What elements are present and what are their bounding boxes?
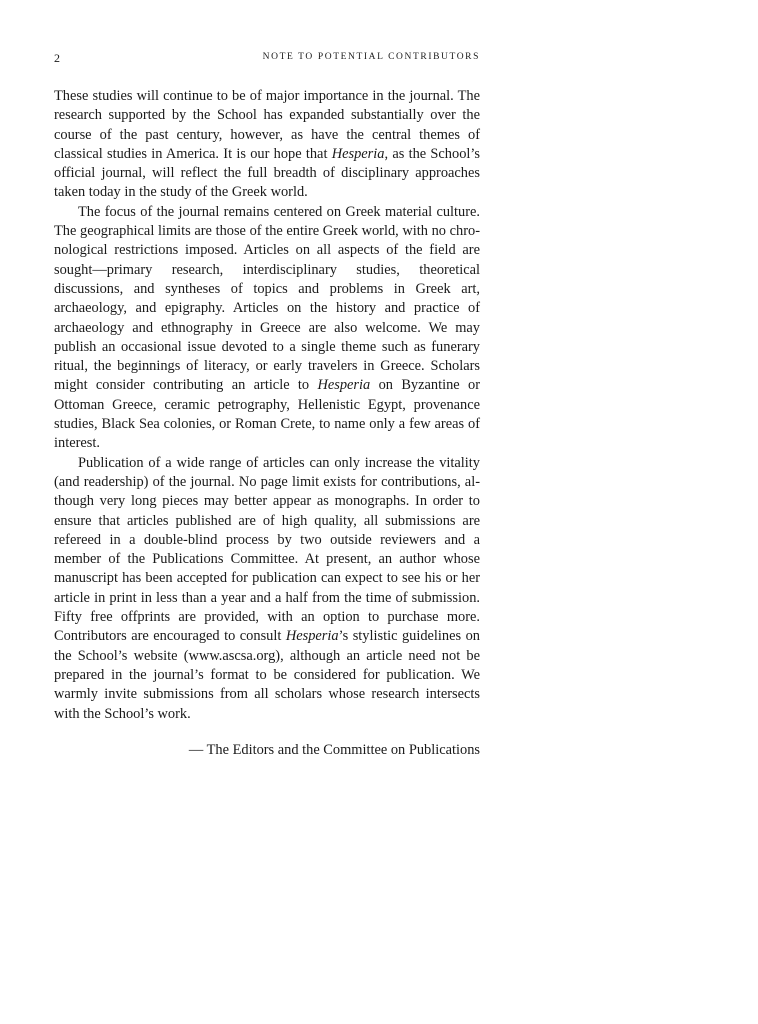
page-number: 2 <box>54 51 60 65</box>
journal-title-italic: Hesperia <box>317 377 371 394</box>
paragraph-2 <box>54 203 480 454</box>
text-run: The focus of the journal remains centered on Greek material culture. The geographical limits are those of the entire Greek world, with no chronological restrictions imposed. Articles on all aspects of the field are sought—primary research, interdisciplinary studies, theoretical discussions, and syntheses of topics and problems in Greek art, archaeology, and epigraphy. Articles on the history and practice of archaeology and ethnography in Greece are also welcome. We may publish an occasional issue devoted to a single theme such as funerary ritual, the beginnings of literacy, or early travelers in Greece. Scholars might consider contributing an article to <box>54 203 480 394</box>
journal-title-italic: Hesperia <box>285 628 339 645</box>
body-text <box>54 87 480 724</box>
running-head <box>54 48 480 68</box>
paragraph-1 <box>54 87 480 203</box>
text-run: , as the School’s official journal, will reflect the full breadth of disciplinary approaches taken today in the study of the Greek world. <box>54 145 480 201</box>
paragraph-3 <box>54 454 480 724</box>
document-page <box>54 48 480 760</box>
text-run: on Byzantine or Ottoman Greece, ceramic petrography, Hellenistic Egypt, provenance studies, Black Sea colonies, or Roman Crete, to name only a few areas of interest. <box>54 377 480 452</box>
text-run: These studies will continue to be of major importance in the journal. The research supported by the School has expanded substantially over the course of the past century, however, as have the central themes of classical studies in America. It is our hope that <box>54 88 480 162</box>
running-title: NOTE TO POTENTIAL CONTRIBUTORS <box>262 52 480 62</box>
signature: — The Editors and the Committee on Publications <box>188 741 480 758</box>
journal-title-italic: Hesperia <box>331 145 385 162</box>
text-run: Publication of a wide range of articles can only increase the vitality (and readership) of the journal. No page limit exists for contributions, although very long pieces may better appear as monographs. In order to ensure that articles published are of high quality, all submissions are refereed in a double-blind process by two outside reviewers and a member of the Publications Committee. At present, an author whose manuscript has been accepted for publication can expect to see his or her article in print in less than a year and a half from the time of submission. Fifty free offprints are provided, with an option to purchase more. Contributors are encouraged to consult <box>54 454 480 645</box>
text-run: ’s stylistic guidelines on the School’s website (www.ascsa.org), although an article need not be prepared in the journal’s format to be considered for publication. We warmly invite submissions from all scholars whose research intersects with the School’s work. <box>54 628 480 722</box>
